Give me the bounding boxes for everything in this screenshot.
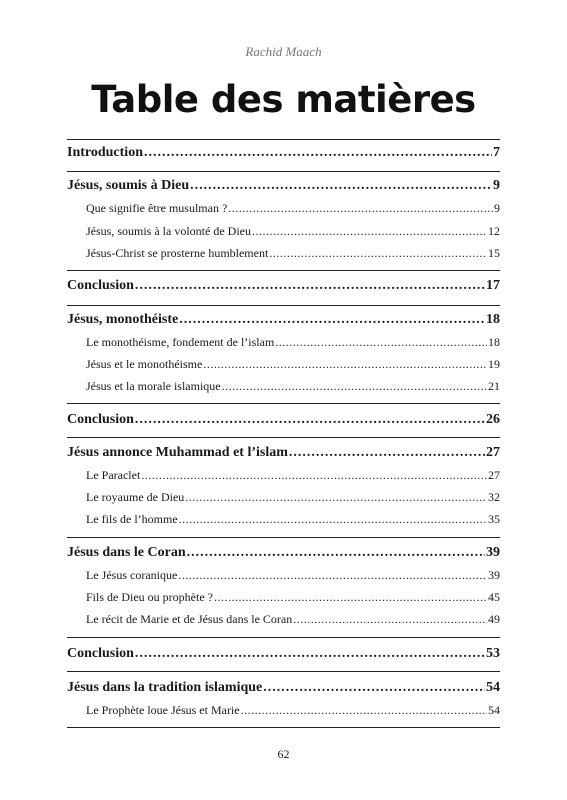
toc-subentry (86, 490, 500, 505)
dot-leader (135, 646, 485, 662)
toc-entry-label: Jésus, soumis à Dieu (67, 178, 190, 193)
toc-subentry (86, 335, 500, 350)
toc-subentry (86, 379, 500, 394)
toc-entry-page: 35 (488, 512, 500, 526)
toc-entry-page: 27 (486, 445, 500, 460)
toc-entry-label: Jésus annonce Muhammad et l’islam (67, 445, 288, 460)
toc-subentry (86, 224, 500, 239)
toc-entry-label: Jésus, monothéiste (67, 312, 179, 327)
dot-leader (179, 312, 485, 328)
toc-entry-label: Conclusion (67, 646, 134, 661)
toc-entry-page: 54 (488, 703, 500, 717)
toc-entry-conclusion (67, 412, 500, 428)
section-divider (67, 637, 500, 638)
dot-leader (263, 680, 485, 696)
toc-entry-label: Introduction (67, 145, 143, 160)
toc-entry-label: Jésus dans le Coran (67, 545, 186, 560)
toc-subentry (86, 357, 500, 372)
top-divider (67, 139, 500, 140)
section-divider (67, 671, 500, 672)
toc-entry-label: Le royaume de Dieu (86, 490, 185, 504)
toc-entry-label: Conclusion (67, 278, 134, 293)
dot-leader (228, 201, 493, 216)
toc-entry-page: 21 (488, 379, 500, 393)
running-header-author: Rachid Maach (245, 44, 322, 59)
toc-entry-page: 18 (488, 335, 500, 349)
toc-entry-chapter-1 (67, 178, 500, 194)
toc-entry-page: 9 (493, 178, 500, 193)
toc-subentry (86, 612, 500, 627)
section-divider (67, 727, 500, 728)
dot-leader (269, 246, 487, 261)
toc-entry-conclusion (67, 646, 500, 662)
section-divider (67, 270, 500, 271)
toc-subentry (86, 512, 500, 527)
toc-entry-page: 32 (488, 490, 500, 504)
toc-entry-label: Jésus-Christ se prosterne humblement (86, 246, 269, 260)
toc-entry-introduction (67, 145, 500, 161)
toc-entry-label: Jésus et le monothéisme (86, 357, 203, 371)
dot-leader (141, 468, 487, 483)
toc-entry-label: Le Jésus coranique (86, 568, 178, 582)
toc-entry-page: 27 (488, 468, 500, 482)
dot-leader (241, 703, 487, 718)
toc-entry-page: 9 (494, 201, 500, 215)
toc-entry-page: 17 (486, 278, 500, 293)
toc-entry-page: 12 (488, 224, 500, 238)
dot-leader (135, 412, 485, 428)
dot-leader (293, 612, 487, 627)
toc-subentry (86, 590, 500, 605)
toc-entry-label: Le récit de Marie et de Jésus dans le Coran (86, 612, 293, 626)
toc-subentry (86, 201, 500, 216)
toc-entry-page: 39 (488, 568, 500, 582)
toc-subentry (86, 246, 500, 261)
toc-entry-label: Le Prophète loue Jésus et Marie (86, 703, 240, 717)
toc-entry-page: 7 (493, 145, 500, 160)
toc-entry-page: 15 (488, 246, 500, 260)
toc-entry-label: Jésus et la morale islamique (86, 379, 221, 393)
dot-leader (190, 178, 492, 194)
dot-leader (252, 224, 487, 239)
toc-entry-page: 39 (486, 545, 500, 560)
toc-entry-page: 49 (488, 612, 500, 626)
toc-subentry (86, 468, 500, 483)
dot-leader (144, 145, 492, 161)
toc-entry-page: 26 (486, 412, 500, 427)
toc-subentry (86, 568, 500, 583)
toc-entry-conclusion (67, 278, 500, 294)
dot-leader (187, 545, 485, 561)
toc-subentry (86, 703, 500, 718)
page-title: Table des matières (91, 78, 476, 121)
dot-leader (275, 335, 487, 350)
toc-entry-chapter-5 (67, 680, 500, 696)
toc-entry-label: Jésus, soumis à la volonté de Dieu (86, 224, 251, 238)
toc-entry-chapter-2 (67, 312, 500, 328)
toc-entry-page: 45 (488, 590, 500, 604)
toc-entry-page: 54 (486, 680, 500, 695)
dot-leader (203, 357, 487, 372)
dot-leader (222, 379, 487, 394)
dot-leader (289, 445, 485, 461)
toc-entry-label: Le Paraclet (86, 468, 141, 482)
toc-entry-label: Le monothéisme, fondement de l’islam (86, 335, 275, 349)
toc-entry-chapter-3 (67, 445, 500, 461)
toc-entry-label: Conclusion (67, 412, 134, 427)
toc-entry-label: Que signifie être musulman ? (86, 201, 228, 215)
section-divider (67, 437, 500, 438)
section-divider (67, 305, 500, 306)
toc-entry-label: Jésus dans la tradition islamique (67, 680, 263, 695)
page-number: 62 (277, 747, 290, 761)
section-divider (67, 403, 500, 404)
toc-entry-page: 18 (486, 312, 500, 327)
dot-leader (214, 590, 487, 605)
section-divider (67, 171, 500, 172)
dot-leader (179, 512, 487, 527)
dot-leader (185, 490, 487, 505)
section-divider (67, 537, 500, 538)
toc-entry-label: Le fils de l’homme (86, 512, 178, 526)
toc-entry-chapter-4 (67, 545, 500, 561)
toc-entry-page: 19 (488, 357, 500, 371)
dot-leader (135, 278, 485, 294)
dot-leader (178, 568, 487, 583)
toc-entry-label: Fils de Dieu ou prophète ? (86, 590, 213, 604)
toc-entry-page: 53 (486, 646, 500, 661)
